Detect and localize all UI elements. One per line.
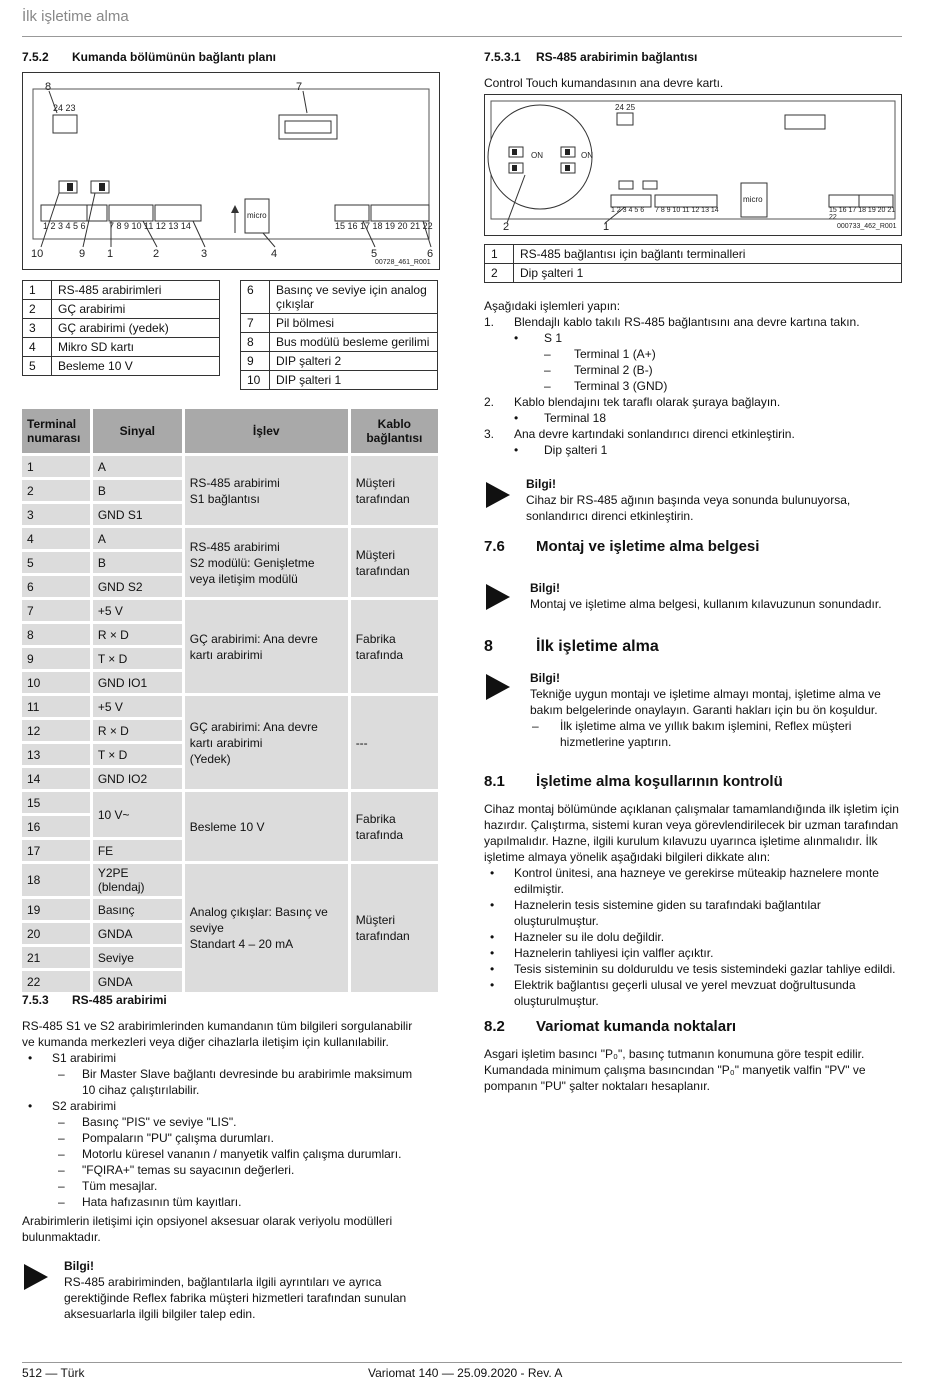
terminal-numbers-15-22: 15 16 17 18 19 20 21 22 [829,207,896,221]
info-box-rs485: Bilgi! RS-485 arabiriminden, bağlantılarla ilgili ayrıntıları ve ayrıca gerektiğinde Reflex fabrika müşteri hizmetleri tarafından sunulan aksesuarlarla ilgili bilgiler talep edin. [22,1258,422,1322]
document-id: Variomat 140 — 25.09.2020 - Rev. A [368,1366,563,1380]
legend-text: Pil bölmesi [270,314,438,333]
function-cell: Analog çıkışlar: Basınç ve seviye Standart 4 – 20 mA [185,864,348,992]
legend-number: 1 [23,281,52,300]
terminal-number: 13 [22,744,90,765]
list-item: – Pompaların "PU" çalışma durumları. [58,1131,274,1145]
signal-cell: GND IO2 [93,768,182,789]
figure-code: 00728_461_R001 [375,259,431,266]
function-cell: GÇ arabirimi: Ana devre kartı arabirimi [185,600,348,693]
label-2: 2 [503,221,510,233]
terminal-number: 5 [22,552,90,573]
rs485-intro: RS-485 S1 ve S2 arabirimlerinden kumandanın tüm bilgileri sorgulanabilir ve kumanda merkezleri veya diğer cihazlarla iletişim için kullanılabilir. [22,1019,413,1049]
legend-number: 9 [241,352,270,371]
legend-number: 10 [241,371,270,390]
terminal-number: 16 [22,816,90,837]
label-24-23: 24 23 [53,103,76,113]
table-row [22,864,438,896]
section-7-5-2-heading: 7.5.2 Kumanda bölümünün bağlantı planı [22,50,276,64]
list-item: – Terminal 2 (B-) [544,363,653,377]
terminal-number: 1 [22,456,90,477]
list-item: • Hazneler su ile dolu değildir. [490,930,665,944]
table-row [22,528,438,549]
list-item: • Haznelerin tahliyesi için valfler açıktır. [490,946,714,960]
micro-sd-icon: micro [743,195,763,204]
signal-cell: +5 V [93,696,182,717]
list-item: – Basınç "PIS" ve seviye "LIS". [58,1115,237,1129]
signal-cell: Seviye [93,947,182,968]
cable-cell: Müşteri tarafından [351,528,438,597]
legend-text: RS-485 bağlantısı için bağlantı terminalleri [514,245,902,264]
signal-cell: +5 V [93,600,182,621]
legend-text: Bus modülü besleme gerilimi [270,333,438,352]
legend-text: DIP şalteri 1 [270,371,438,390]
legend-number: 1 [485,245,514,264]
list-item: • Tesis sisteminin su dolduruldu ve tesis sistemindeki gazlar tahliye edildi. [490,962,896,976]
legend-text: RS-485 arabirimleri [52,281,220,300]
label-1: 1 [603,221,610,233]
list-item: • Dip şalteri 1 [514,443,608,457]
list-item: • Terminal 18 [514,411,607,425]
function-cell: RS-485 arabirimi S1 bağlantısı [185,456,348,525]
legend-number: 7 [241,314,270,333]
info-box-documentation: Bilgi! Montaj ve işletime alma belgesi, kullanım kılavuzunun sonundadır. [484,580,902,612]
signal-cell: T × D [93,648,182,669]
info-arrow-icon [486,584,510,610]
terminal-number: 17 [22,840,90,861]
terminal-number: 14 [22,768,90,789]
legend-row [241,352,438,371]
terminal-number: 11 [22,696,90,717]
section-8-2-heading: 8.2 Variomat kumanda noktaları [484,1018,737,1035]
signal-cell: B [93,552,182,573]
legend-number: 6 [241,281,270,314]
terminal-number: 10 [22,672,90,693]
list-item: • S2 arabirimi [28,1099,117,1113]
terminal-numbers-7-14: 7 8 9 10 11 12 13 14 [109,221,191,231]
terminal-number: 7 [22,600,90,621]
section-7-6-heading: 7.6 Montaj ve işletime alma belgesi [484,538,760,555]
legend-text: Mikro SD kartı [52,338,220,357]
signal-cell: Y2PE (blendaj) [93,864,182,896]
terminal-number: 6 [22,576,90,597]
label-7: 7 [296,81,303,93]
list-item: • S 1 [514,331,563,345]
signal-cell: R × D [93,720,182,741]
list-item: – "FQIRA+" temas su sayacının değerleri. [58,1163,295,1177]
signal-cell: Basınç [93,899,182,920]
info-box-termination: Bilgi! Cihaz bir RS-485 ağının başında veya sonunda bulunuyorsa, sonlandırıcı direnci etkinleştirin. [484,476,902,524]
list-item: – Motorlu küresel vananın / manyetik valfin çalışma durumları. [58,1147,402,1161]
list-item: – Bir Master Slave bağlantı devresinde bu arabirimle maksimum 10 cihaz çalıştırılabilir. [58,1067,413,1097]
terminal-number: 3 [22,504,90,525]
legend-text: Dip şalteri 1 [514,264,902,283]
terminal-number: 18 [22,864,90,896]
micro-sd-icon: micro [247,211,267,220]
signal-cell: A [93,528,182,549]
function-cell: Besleme 10 V [185,792,348,861]
table-row [22,456,438,477]
terminal-numbers-7-14: 7 8 9 10 11 12 13 14 [655,207,719,214]
page-number: 512 — Türk [22,1366,85,1380]
signal-cell: FE [93,840,182,861]
section-7-5-3-heading: 7.5.3 RS-485 arabirimi [22,993,167,1007]
list-item: – İlk işletime alma ve yıllık bakım işlemini, Reflex müşteri hizmetlerine yaptırın. [532,719,852,749]
list-item: – Terminal 1 (A+) [544,347,656,361]
legend-text: DIP şalteri 2 [270,352,438,371]
list-item: – Terminal 3 (GND) [544,379,668,393]
legend-row [23,319,220,338]
col-signal: Sinyal [93,409,182,453]
table-row [22,792,438,813]
signal-cell: GNDA [93,923,182,944]
label-6: 6 [427,248,434,260]
signal-cell: R × D [93,624,182,645]
step-2: 2. Kablo blendajını tek taraflı olarak şuraya bağlayın. [484,395,781,409]
checks-intro: Cihaz montaj bölümünde açıklanan çalışmalar tamamlandığında ilk işletim için hazırdır. Çalıştırma, sistemi kuran veya görevlendirilecek bir uzman tarafından yapılmalıdır. Hazne, ilgili kurulum kılavuzu uyarınca işletime alınmalıdır. İlk işletime almaya yönelik aşağıdaki bilgileri dikkate alın: [484,802,899,864]
list-item: – Hata hafızasının tüm kayıtları. [58,1195,242,1209]
legend-table-left [22,280,220,376]
info-box-commissioning: Bilgi! Tekniğe uygun montajı ve işletime almayı montaj, işletime alma ve bakım belgelerinde onaylayın. Garanti hakları için bu ön koşuldur. – İlk işletime alma ve yıllık bakım işlemini, Reflex müşteri hizmetlerine yaptırın. [484,670,902,750]
legend-row [241,371,438,390]
figure-code: 000733_462_R001 [837,223,897,230]
label-on-2: ON [581,151,593,160]
terminal-number: 22 [22,971,90,992]
terminal-numbers-1-6: 1 2 3 4 5 6 [43,221,86,231]
switch-points-text: Asgari işletim basıncı "P₀", basınç tutmanın konumuna göre tespit edilir. Kumandada minimum çalışma basıncından "P₀" manyetik valfin "PV" ve pompanın "PU" şalter noktaları hesaplanır. [484,1047,866,1093]
table-row [22,696,438,717]
cable-cell: Fabrika tarafında [351,600,438,693]
rs485-outro: Arabirimlerin iletişimi için opsiyonel aksesuar olarak veriyolu modülleri bulunmaktadır. [22,1214,393,1244]
legend-number: 3 [23,319,52,338]
section-8-heading: 8 İlk işletime alma [484,638,659,655]
legend-number: 8 [241,333,270,352]
signal-cell: B [93,480,182,501]
label-10: 10 [31,248,44,260]
legend-row [23,281,220,300]
signal-cell: 10 V~ [93,792,182,837]
signal-cell: GND IO1 [93,672,182,693]
legend-row [241,314,438,333]
label-4: 4 [271,248,278,260]
cable-cell: Müşteri tarafından [351,864,438,992]
signal-cell: GND S1 [93,504,182,525]
terminal-numbers-1-6: 1 2 3 4 5 6 [611,207,645,214]
legend-table-right [240,280,438,390]
wiring-plan-figure [22,72,440,270]
function-cell: RS-485 arabirimi S2 modülü: Genişletme veya iletişim modülü [185,528,348,597]
cable-cell: --- [351,696,438,789]
list-item: • Haznelerin tesis sistemine giden su tarafındaki bağlantılar oluşturulmuştur. [490,898,821,928]
legend-text: Basınç ve seviye için analog çıkışlar [270,281,438,314]
label-on-1: ON [531,151,543,160]
signal-cell: GND S2 [93,576,182,597]
terminal-signal-table [19,406,441,995]
col-cable: Kablo bağlantısı [351,409,438,453]
legend-number: 2 [485,264,514,283]
header-rule [22,36,902,37]
legend-text: Besleme 10 V [52,357,220,376]
rs485-legend-table [484,244,902,283]
legend-row [241,333,438,352]
function-cell: GÇ arabirimi: Ana devre kartı arabirimi (Yedek) [185,696,348,789]
step-1: 1. Blendajlı kablo takılı RS-485 bağlantısını ana devre kartına takın. [484,315,860,329]
terminal-number: 12 [22,720,90,741]
legend-row [23,300,220,319]
list-item: – Tüm mesajlar. [58,1179,158,1193]
list-item: • S1 arabirimi [28,1051,117,1065]
terminal-number: 19 [22,899,90,920]
steps-intro: Aşağıdaki işlemleri yapın: [484,299,621,313]
signal-cell: GNDA [93,971,182,992]
table-row [22,600,438,621]
list-item: • Elektrik bağlantısı geçerli ulusal ve yerel mevzuat doğrultusunda oluşturulmuştur. [490,978,856,1008]
col-terminal: Terminal numarası [22,409,90,453]
terminal-number: 21 [22,947,90,968]
cable-cell: Müşteri tarafından [351,456,438,525]
rs485-board-figure [484,94,902,236]
label-5: 5 [371,248,378,260]
label-3: 3 [201,248,208,260]
terminal-number: 2 [22,480,90,501]
section-8-1-heading: 8.1 İşletime alma koşullarının kontrolü [484,773,783,790]
step-3: 3. Ana devre kartındaki sonlandırıcı direnci etkinleştirin. [484,427,795,441]
legend-text: GÇ arabirimi [52,300,220,319]
terminal-number: 20 [22,923,90,944]
list-item: • Kontrol ünitesi, ana hazneye ve gerekirse müteakip haznelere monte edilmiştir. [490,866,879,896]
label-24-25: 24 25 [615,103,636,112]
info-arrow-icon [24,1264,48,1290]
terminal-number: 9 [22,648,90,669]
section-7-5-3-1-heading: 7.5.3.1 RS-485 arabirimin bağlantısı [484,50,698,64]
legend-row [241,281,438,314]
terminal-numbers-15-22: 15 16 17 18 19 20 21 22 [335,221,433,231]
legend-number: 2 [23,300,52,319]
legend-row [23,338,220,357]
info-arrow-icon [486,482,510,508]
terminal-number: 15 [22,792,90,813]
wiring-plan-drawing [23,73,439,269]
info-arrow-icon [486,674,510,700]
legend-row [485,264,902,283]
footer-rule [22,1362,902,1363]
terminal-number: 4 [22,528,90,549]
label-1: 1 [107,248,114,260]
running-header: İlk işletime alma [22,8,129,25]
col-function: İşlev [185,409,348,453]
signal-cell: T × D [93,744,182,765]
cable-cell: Fabrika tarafında [351,792,438,861]
legend-text: GÇ arabirimi (yedek) [52,319,220,338]
legend-number: 4 [23,338,52,357]
legend-row [485,245,902,264]
label-2: 2 [153,248,160,260]
label-9: 9 [79,248,86,260]
legend-row [23,357,220,376]
signal-cell: A [93,456,182,477]
control-touch-intro: Control Touch kumandasının ana devre kartı. [484,76,724,90]
label-8: 8 [45,81,52,93]
terminal-number: 8 [22,624,90,645]
legend-number: 5 [23,357,52,376]
